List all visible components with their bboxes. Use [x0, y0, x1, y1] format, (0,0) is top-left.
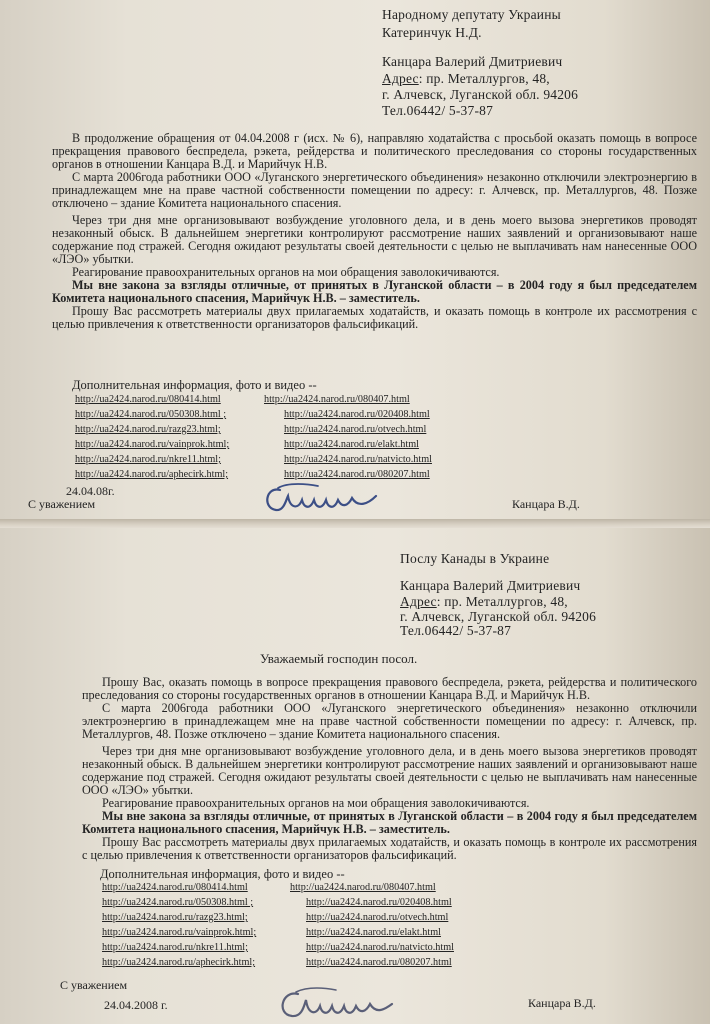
letter2-address — [400, 594, 568, 610]
letter1-phone: Тел.06442/ 5-37-87 — [382, 103, 494, 118]
page-fold-divider — [0, 519, 710, 528]
letter1-date: 24.04.08г. — [66, 484, 115, 498]
letter1-closing: С уважением — [28, 497, 96, 511]
letter1-paragraph-3: Через три дня мне организовывают возбуждение уголовного дела, и в день моего вызова энергетиков проводят незаконный обыск. В дальнейшем энергетики контролируют рассмотрение наших заявлений и организовывают наше содержание под стражей. Сегодня ожидают результаты своей деятельности с целью не выплачивать нам нанесенные ООО «ЛЭО» убытки. — [52, 213, 697, 266]
letter2-recipient-line1: Послу Канады в Украине — [400, 551, 550, 566]
letter1-paragraph-6: Прошу Вас рассмотреть материалы двух прилагаемых ходатайств, и оказать помощь в контроле их рассмотрения с целью привлечения к ответственности организаторов фальсификаций. — [52, 304, 697, 331]
letter1-link-right-0[interactable]: http://ua2424.narod.ru/080407.html — [264, 394, 410, 405]
letter2-paragraph-4: Реагирование правоохранительных органов на мои обращения заволокичиваются. — [102, 796, 530, 810]
letter2-address-line1: : пр. Металлургов, 48, — [436, 594, 568, 609]
letter2-handwritten-signature — [272, 984, 402, 1024]
letter2-paragraph-3: Через три дня мне организовывают возбуждение уголовного дела, и в день моего вызова энергетиков проводят незаконный обыск. В дальнейшем энергетики контролируют рассмотрение наших заявлений и организовывают наше содержание под стражей. Сегодня ожидают результаты своей деятельности с целью не выплачивать нам нанесенные ООО «ЛЭО» убытки. — [82, 744, 697, 797]
letter2-link-left-2[interactable]: http://ua2424.narod.ru/razg23.html; — [102, 912, 248, 923]
letter1-handwritten-signature — [258, 478, 388, 518]
letter2-address-label: Адрес — [400, 594, 437, 609]
letter1-address-label: Адрес — [382, 71, 419, 86]
letter2-salutation: Уважаемый господин посол. — [260, 651, 418, 666]
letter1-link-left-0[interactable]: http://ua2424.narod.ru/080414.html — [75, 394, 221, 405]
letter2-link-right-1[interactable]: http://ua2424.narod.ru/020408.html — [306, 897, 452, 908]
letter1-paragraph-2: С марта 2006года работники ООО «Луганского энергетического объединения» незаконно отключили электроэнергию в принадлежащем мне на праве частной собственности помещении по адресу: г. Алчевск, пр. Металлургов, 48. Позже отключено – здание Комитета национального спасения. — [52, 170, 697, 210]
letter2-link-left-5[interactable]: http://ua2424.narod.ru/aphecirk.html; — [102, 957, 256, 968]
letter2-link-right-2[interactable]: http://ua2424.narod.ru/otvech.html — [306, 912, 449, 923]
letter1-sender-name: Канцара Валерий Дмитриевич — [382, 54, 563, 69]
letter2-body — [82, 676, 697, 862]
letter1-link-right-4[interactable]: http://ua2424.narod.ru/natvicto.html — [284, 454, 432, 465]
letter1-link-left-2[interactable]: http://ua2424.narod.ru/razg23.html; — [75, 424, 221, 435]
letter1-link-right-3[interactable]: http://ua2424.narod.ru/elakt.html — [284, 439, 419, 450]
letter2-date: 24.04.2008 г. — [104, 998, 168, 1012]
letter1-recipient-line2: Катеринчук Н.Д. — [382, 25, 482, 40]
letter1-address-line1: : пр. Металлургов, 48, — [418, 71, 550, 86]
letter2-address-line2: г. Алчевск, Луганской обл. 94206 — [400, 609, 597, 624]
letter2-link-right-4[interactable]: http://ua2424.narod.ru/natvicto.html — [306, 942, 454, 953]
letter1-link-right-2[interactable]: http://ua2424.narod.ru/otvech.html — [284, 424, 427, 435]
letter2-link-left-0[interactable]: http://ua2424.narod.ru/080414.html — [102, 882, 248, 893]
letter2-paragraph-6: Прошу Вас рассмотреть материалы двух прилагаемых ходатайств, и оказать помощь в контроле их рассмотрения с целью привлечения к ответственности организаторов фальсификаций. — [82, 835, 697, 862]
letter2-more-info: Дополнительная информация, фото и видео -- — [100, 867, 345, 881]
letter1-address-line2: г. Алчевск, Луганской обл. 94206 — [382, 87, 579, 102]
letter2-phone: Тел.06442/ 5-37-87 — [400, 623, 512, 638]
letter1-link-left-4[interactable]: http://ua2424.narod.ru/nkre11.html; — [75, 454, 221, 465]
letter2-link-right-5[interactable]: http://ua2424.narod.ru/080207.html — [306, 957, 452, 968]
letter2-paragraph-1: Прошу Вас, оказать помощь в вопросе прекращения правового беспредела, рэкета, рейдерства и политического преследования со стороны государственных органов в отношении Канцара В.Д. и Марийчук Н.В. — [82, 675, 697, 702]
letter1-paragraph-5: Мы вне закона за взгляды отличные, от принятых в Луганской области – в 2004 году я был председателем Комитета национального спасения, Марийчук Н.В. – заместитель. — [52, 278, 697, 305]
letter1-paragraph-4: Реагирование правоохранительных органов на мои обращения заволокичиваются. — [72, 265, 500, 279]
letter2-signature-name: Канцара В.Д. — [528, 996, 596, 1010]
letter1-recipient-line1: Народному депутату Украины — [382, 7, 561, 22]
letter1-signature-name: Канцара В.Д. — [512, 497, 580, 511]
letter1-paragraph-1: В продолжение обращения от 04.04.2008 г (исх. № 6), направляю ходатайства с просьбой оказать помощь в вопросе прекращения правового беспредела, рэкета, рейдерства и политического преследования со стороны государственных органов в отношении Канцара В.Д. и Марийчук Н.В. — [52, 131, 697, 171]
letter2-link-right-3[interactable]: http://ua2424.narod.ru/elakt.html — [306, 927, 441, 938]
letter1-link-right-5[interactable]: http://ua2424.narod.ru/080207.html — [284, 469, 430, 480]
letter2-link-left-4[interactable]: http://ua2424.narod.ru/nkre11.html; — [102, 942, 248, 953]
letter1-address — [382, 71, 550, 87]
letter2-paragraph-5: Мы вне закона за взгляды отличные, от принятых в Луганской области – в 2004 году я был председателем Комитета национального спасения, Марийчук Н.В. – заместитель. — [82, 809, 697, 836]
letter2-closing: С уважением — [60, 978, 128, 992]
letter2-link-left-1[interactable]: http://ua2424.narod.ru/050308.html ; — [102, 897, 254, 908]
letter2-paragraph-2: С марта 2006года работники ООО «Луганского энергетического объединения» незаконно отключили электроэнергию в принадлежащем мне на праве частной собственности помещении по адресу: г. Алчевск, пр. Металлургов, 48. Позже отключено – здание Комитета национального спасения. — [82, 701, 697, 741]
letter2-link-right-0[interactable]: http://ua2424.narod.ru/080407.html — [290, 882, 436, 893]
letter-2 — [0, 528, 710, 1024]
letter2-link-left-3[interactable]: http://ua2424.narod.ru/vainprok.html; — [102, 927, 257, 938]
letter1-link-left-5[interactable]: http://ua2424.narod.ru/aphecirk.html; — [75, 469, 229, 480]
letter1-link-left-3[interactable]: http://ua2424.narod.ru/vainprok.html; — [75, 439, 230, 450]
letter1-more-info: Дополнительная информация, фото и видео -- — [72, 378, 317, 392]
letter1-body — [52, 132, 697, 331]
letter1-link-right-1[interactable]: http://ua2424.narod.ru/020408.html — [284, 409, 430, 420]
letter2-sender-name: Канцара Валерий Дмитриевич — [400, 578, 581, 593]
letter1-link-left-1[interactable]: http://ua2424.narod.ru/050308.html ; — [75, 409, 227, 420]
